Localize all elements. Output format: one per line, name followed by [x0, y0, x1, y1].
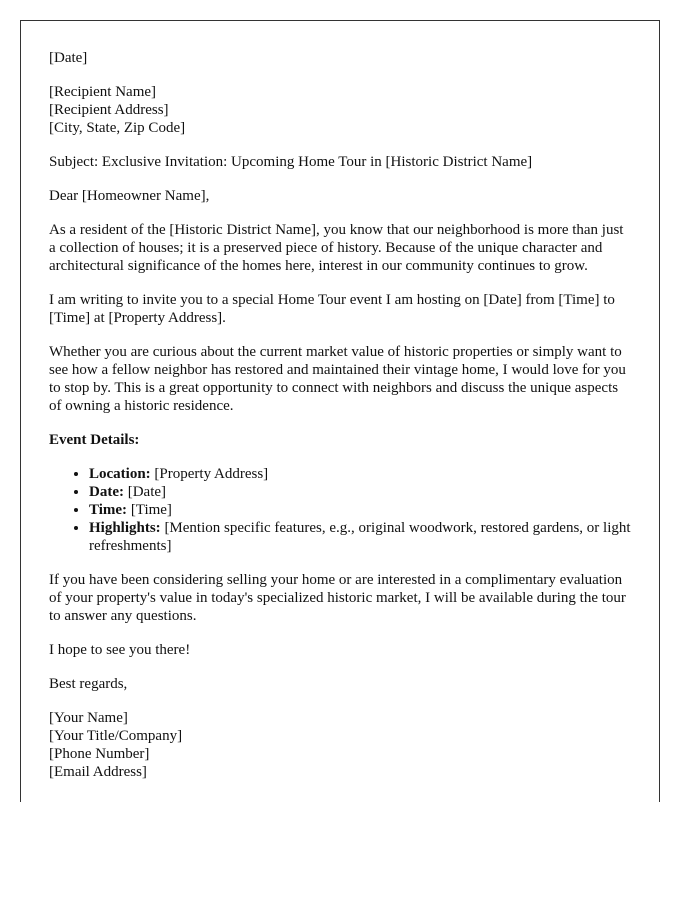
- event-heading: [49, 431, 631, 449]
- signature-phone: [Phone Number]: [49, 746, 150, 762]
- signature-email: [Email Address]: [49, 764, 147, 780]
- letter-date: [Date]: [49, 50, 88, 66]
- signature-block: [49, 709, 631, 781]
- recipient-block: [49, 83, 631, 137]
- recipient-name: [Recipient Name]: [49, 84, 157, 100]
- detail-value: [Property Address]: [150, 466, 269, 482]
- body-paragraph: Whether you are curious about the current market value of historic properties or simply want to see how a fellow neighbor has restored and maintained their vintage home, I would love for you to stop by. This is a great opportunity to connect with neighbors and discuss the unique aspects of owning a historic residence.: [49, 344, 626, 414]
- signoff: Best regards,: [49, 676, 128, 692]
- closing-paragraph: I hope to see you there!: [49, 642, 191, 658]
- event-details-list: [49, 465, 631, 555]
- subject-line: Subject: Exclusive Invitation: Upcoming Home Tour in [Historic District Name]: [49, 154, 533, 170]
- body-paragraph: I am writing to invite you to a special Home Tour event I am hosting on [Date] from [Time] to [Time] at [Property Address].: [49, 292, 615, 326]
- event-detail-location: [89, 465, 631, 483]
- detail-label: Location:: [89, 466, 151, 482]
- detail-value: [Mention specific features, e.g., original woodwork, restored gardens, or light refreshments]: [89, 520, 631, 554]
- event-detail-date: [89, 483, 631, 501]
- signature-title: [Your Title/Company]: [49, 728, 183, 744]
- body-paragraph: As a resident of the [Historic District Name], you know that our neighborhood is more than just a collection of houses; it is a preserved piece of history. Because of the unique character and architectural significance of the homes here, interest in our community continues to grow.: [49, 222, 624, 274]
- event-heading-text: Event Details:: [49, 432, 140, 448]
- event-detail-time: [89, 501, 631, 519]
- detail-label: Highlights:: [89, 520, 161, 536]
- salutation: Dear [Homeowner Name],: [49, 188, 210, 204]
- event-detail-highlights: [89, 519, 631, 555]
- letter-page: [20, 20, 660, 802]
- recipient-address: [Recipient Address]: [49, 102, 169, 118]
- detail-value: [Date]: [123, 484, 167, 500]
- signature-name: [Your Name]: [49, 710, 128, 726]
- detail-label: Time:: [89, 502, 128, 518]
- closing-paragraph: If you have been considering selling your home or are interested in a complimentary evaluation of your property's value in today's specialized historic market, I will be available during the tour to answer any questions.: [49, 572, 626, 624]
- detail-label: Date:: [89, 484, 124, 500]
- detail-value: [Time]: [127, 502, 172, 518]
- recipient-city: [City, State, Zip Code]: [49, 120, 186, 136]
